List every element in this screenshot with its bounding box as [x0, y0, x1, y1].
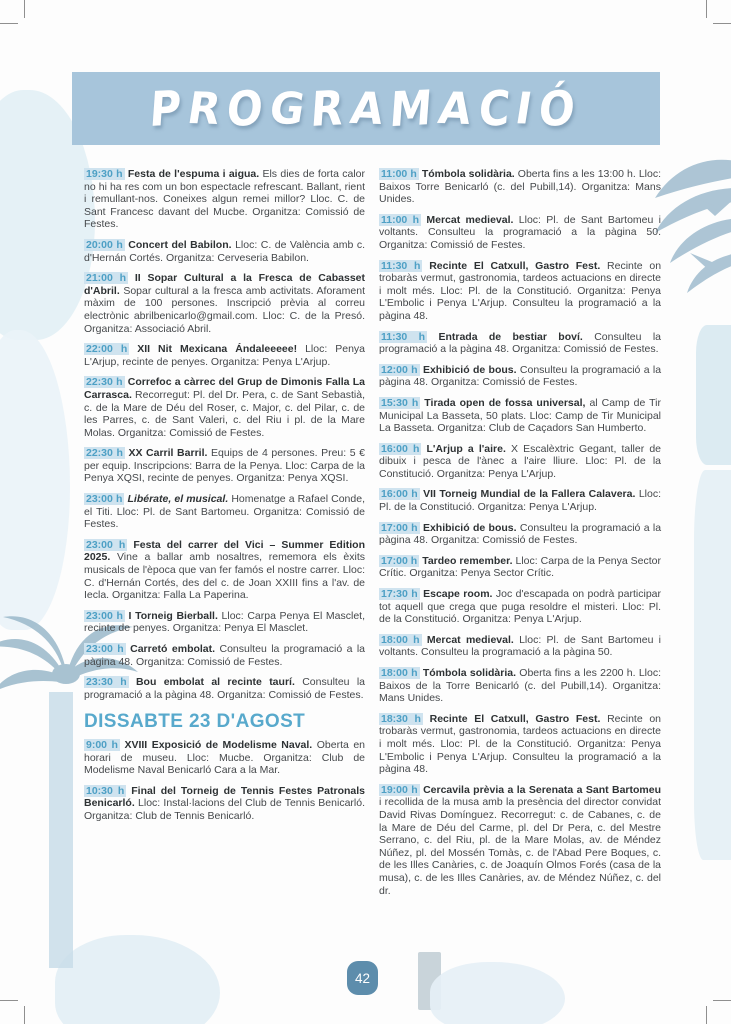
event-description: Consulteu la programació a la pàgina 48. Organitza: Comissió de Festes.	[379, 330, 662, 356]
event-description: Sopar cultural a la fresca amb activitats. Aforament màxim de 100 persones. Inscripció prèvia al correu electrònic abrilbenicarlo@gmail.com. Lloc: C. de la Presó. Organitza: Associació Abril.	[84, 284, 365, 335]
event-title: Cercavila prèvia a la Serenata a Sant Bartomeu	[423, 783, 662, 796]
page-number-badge: 42	[347, 961, 378, 995]
event-entry	[84, 376, 365, 439]
event-description: Consulteu la programació a la pàgina 48. Organitza: Comissió de Festes.	[379, 363, 662, 389]
event-entry	[379, 168, 661, 206]
event-time-badge: 23:00 h	[86, 538, 126, 551]
event-title: VII Torneig Mundial de la Fallera Calavera.	[423, 488, 636, 501]
event-entry	[84, 785, 365, 823]
event-time-badge: 11:30 h	[381, 259, 421, 272]
event-entry	[379, 588, 661, 626]
event-time-badge: 17:00 h	[381, 521, 418, 534]
watercolor-wash	[430, 962, 565, 1024]
event-title: Festa de l'espuma i aigua.	[127, 168, 260, 180]
event-entry	[84, 239, 365, 264]
event-title: Tómbola solidària.	[421, 168, 515, 180]
event-entry	[84, 643, 365, 668]
event-time-badge: 12:00 h	[381, 363, 418, 376]
event-entry	[84, 676, 365, 701]
event-entry	[84, 493, 365, 531]
crop-mark	[713, 23, 731, 24]
event-description: al Camp de Tir Municipal La Basseta, 50 plats. Lloc: Camp de Tir Municipal La Basseta. Organitza: Club de Caçadors San Humberto.	[379, 396, 662, 435]
event-title: Final del Torneig de Tennis Festes Patronals Benicarló.	[84, 784, 366, 810]
event-description: Joc d'escapada on podrà participar tot aquell que crega que puga resoldre el misteri. Lloc: Pl. de la Constitució. Organitza: Penya L'Arjup.	[379, 588, 661, 626]
event-description: Homenatge a Rafael Conde, el Titi. Lloc: Pl. de Sant Bartomeu. Organitza: Comissió de Festes.	[84, 493, 365, 531]
event-time-badge: 18:00 h	[381, 633, 420, 646]
event-entry	[84, 343, 365, 368]
watercolor-wash	[694, 470, 731, 860]
event-title: L'Arjup a l'aire.	[426, 442, 506, 455]
event-entry	[379, 260, 661, 323]
event-description: Recinte on trobaràs vermut, gastronomia, tardeos actuacions en directe i molt més. Lloc: Pl. de la Constitució. Organitza: Penya L'Embolic i Penya L'Arjup. Consulteu la programació a la pàgina 48.	[379, 712, 662, 776]
event-time-badge: 18:30 h	[381, 712, 421, 725]
event-title: Festa del carrer del Vici – Summer Edition 2025.	[84, 538, 366, 564]
event-title: Correfoc a càrrec del Grup de Dimonis Falla La Carrasca.	[84, 376, 366, 401]
event-description: Oberta en horari de museu. Lloc: Mucbe. Organitza: Club de Modelisme Naval Benicarló Cara a la Mar.	[84, 738, 366, 777]
watercolor-wash	[55, 935, 220, 1024]
event-description: Consulteu la programació a la pàgina 48. Organitza: Comissió de Festes.	[379, 521, 662, 547]
event-entry	[84, 539, 365, 602]
watercolor-wash	[696, 325, 731, 465]
event-description: Recorregut: Pl. del Dr. Pera, c. de Sant Sebastià, c. de la Mare de Déu del Roser, c. Major, c. del Pilar, c. de les Parres, c. de Sant Valeri, c. del Riu i pl. de la Mare Molas. Organitza: Comissió de Festes.	[84, 388, 365, 439]
event-time-badge: 23:00 h	[86, 493, 123, 506]
event-description: Oberta fins a les 2200 h. Lloc: Baixos de la Torre Benicarló (c. del Pubill,14). Organitza: Mans Unides.	[379, 667, 662, 705]
crop-mark	[24, 1006, 25, 1024]
crop-mark	[0, 1000, 18, 1001]
event-title: Concert del Babilon.	[128, 238, 232, 251]
event-time-badge: 22:30 h	[86, 447, 123, 460]
event-time-badge: 9:00 h	[86, 738, 118, 751]
event-title: Escape room.	[423, 588, 493, 601]
event-entry	[379, 667, 661, 705]
event-time-badge: 21:00 h	[86, 272, 127, 285]
event-time-badge: 19:00 h	[381, 783, 418, 796]
event-time-badge: 18:00 h	[381, 667, 418, 679]
crop-mark	[706, 0, 707, 18]
page-title: PROGRAMACIÓ	[148, 79, 584, 138]
event-time-badge: 19:30 h	[86, 168, 123, 180]
event-title: I Torneig Bierball.	[128, 609, 218, 622]
event-entry	[379, 214, 661, 252]
event-title: Tómbola solidària.	[422, 667, 516, 679]
event-description: i recollida de la musa amb la presència del director convidat David Rivas Domínguez. Recorregut: c. de Cabanes, c. de la Mare de Déu del Carme, pl. del Dr Pera, c. del Mestre Serrano, c. del Riu, pl. de la Mare Molas, av. de Méndez Núñez, pl. del Mossén Tomàs, c. de l'Abad Pere Boques, c. de les Illes Canàries, c. de Joaquín Olmos Forés (casa de la musa), c. de les Illes Canàries, av. de Méndez Núñez, c. del dr.	[379, 796, 661, 897]
crop-mark	[24, 0, 25, 18]
event-entry	[84, 447, 365, 485]
event-title: II Sopar Cultural a la Fresca de Cabasset d'Abril.	[84, 272, 366, 297]
event-time-badge: 17:00 h	[381, 554, 418, 567]
event-description: X Escalèxtric Gegant, taller de dibuix i pesca de l'ànec a l'aire lliure. Lloc: Pl. de la Constitució. Organitza: Penya L'Arjup.	[379, 442, 662, 480]
event-entry	[379, 555, 661, 580]
event-title: Carretó embolat.	[130, 643, 216, 655]
event-entry	[379, 443, 661, 481]
crop-mark	[706, 1006, 707, 1024]
event-description: Consulteu la programació a la pàgina 48. Organitza: Comissió de Festes.	[84, 643, 366, 668]
watercolor-wash	[0, 330, 70, 630]
event-entry	[379, 713, 661, 776]
event-title: Recinte El Catxull, Gastro Fest.	[429, 259, 601, 272]
column-right	[379, 168, 661, 905]
event-title: Recinte El Catxull, Gastro Fest.	[429, 712, 601, 725]
event-entry	[379, 488, 661, 513]
event-title: XX Carril Barril.	[128, 447, 208, 460]
event-description: Equips de 4 persones. Preu: 5 € per equip. Inscripcions: Barra de la Penya. Lloc: Carpa de la Penya XQSI, recinte de penyes. Organitza: Penya XQSI.	[84, 447, 366, 485]
event-title: Libérate, el musical.	[127, 493, 229, 506]
event-entry	[379, 364, 661, 389]
event-description: Lloc: Pl. de Sant Bartomeu i voltants. Consulteu la programació a la pàgina 50. Organitza: Comissió de Festes.	[379, 213, 662, 251]
page-banner	[72, 72, 660, 145]
event-entry	[84, 610, 365, 635]
event-description: Consulteu la programació a la pàgina 48. Organitza: Comissió de Festes.	[84, 676, 366, 701]
event-title: Tardeo remember.	[422, 554, 513, 567]
event-title: XVIII Exposició de Modelisme Naval.	[124, 738, 313, 751]
event-description: Lloc: Pl. de la Constitució. Organitza: Penya L'Arjup.	[379, 488, 661, 514]
event-time-badge: 15:30 h	[381, 396, 419, 409]
event-time-badge: 23:30 h	[86, 676, 127, 689]
event-title: Bou embolat al recinte taurí.	[135, 676, 295, 689]
event-description: Vine a ballar amb nosaltres, rememora els èxits musicals de l'època que van fer famós el nostre carrer. Lloc: C. d'Hernán Cortés, des del c. de Joan XXIII fins a l'av. de Iecla. Organitza: Falla La Paperina.	[84, 551, 365, 602]
event-description: Lloc: Instal·lacions del Club de Tennis Benicarló. Organitza: Club de Tennis Benicarló.	[84, 797, 365, 822]
event-entry	[84, 272, 365, 335]
event-time-badge: 23:00 h	[86, 643, 124, 655]
event-time-badge: 20:00 h	[86, 238, 123, 251]
event-description: Lloc: Carpa Penya El Masclet, recinte de penyes. Organitza: Penya El Masclet.	[84, 609, 366, 635]
event-entry	[84, 168, 365, 231]
event-time-badge: 22:30 h	[86, 376, 123, 389]
event-list	[379, 168, 661, 897]
event-description: Els dies de forta calor no hi ha res com un bon espectacle refrescant. Ballant, rient i remullant-nos. Coneixes algun remei millor? Lloc. C. de Sant Francesc davant del Mucbe. Organitza: Comissió de Festes.	[84, 168, 365, 231]
event-description: Recinte on trobaràs vermut, gastronomia, tardeos actuacions en directe i molt més. Lloc: Pl. de la Constitució. Organitza: Penya L'Embolic i Penya L'Arjup. Consulteu la programació a la pàgina 48.	[379, 259, 662, 322]
event-entry	[379, 784, 661, 897]
event-entry	[379, 522, 661, 547]
event-description: Lloc: Pl. de Sant Bartomeu i voltants. Consulteu la programació a la pàgina 50.	[379, 633, 662, 659]
event-time-badge: 23:00 h	[86, 609, 123, 622]
event-time-badge: 16:00 h	[381, 488, 418, 501]
event-time-badge: 11:30 h	[381, 330, 426, 343]
column-left	[84, 168, 365, 831]
event-time-badge: 11:00 h	[381, 168, 417, 180]
palm-trunk	[49, 692, 73, 968]
event-entry	[379, 397, 661, 435]
event-title: Tirada open de fossa universal,	[424, 396, 586, 409]
event-entry	[379, 331, 661, 356]
event-list	[84, 739, 365, 823]
event-description: Lloc: Carpa de la Penya Sector Crític. Organitza: Penya Sector Crític.	[379, 554, 662, 580]
crop-mark	[713, 1000, 731, 1001]
event-title: Mercat medieval.	[426, 633, 514, 646]
crop-mark	[0, 23, 18, 24]
event-entry	[379, 634, 661, 659]
event-time-badge: 10:30 h	[86, 784, 125, 797]
event-description: Oberta fins a les 13:00 h. Lloc: Baixos Torre Benicarló (c. del Pubill,14). Organitza: Mans Unides.	[379, 168, 662, 206]
event-title: Entrada de bestiar boví.	[438, 330, 583, 343]
event-time-badge: 11:00 h	[381, 213, 420, 226]
event-list	[84, 168, 365, 701]
event-title: Exhibició de bous.	[422, 363, 517, 376]
section-heading: DISSABTE 23 D'AGOST	[84, 711, 306, 733]
event-entry	[84, 739, 365, 777]
event-time-badge: 22:00 h	[86, 343, 128, 356]
event-description: Lloc: C. de València amb c. d'Hernán Cortés. Organitza: Cerveseria Babilon.	[84, 238, 366, 264]
event-title: XII Nit Mexicana Ándaleeeee!	[137, 343, 298, 356]
event-description: Lloc: Penya L'Arjup, recinte de penyes. Organitza: Penya L'Arjup.	[84, 343, 365, 368]
event-time-badge: 17:30 h	[381, 588, 418, 601]
event-title: Mercat medieval.	[426, 213, 514, 226]
event-title: Exhibició de bous.	[422, 521, 517, 534]
event-time-badge: 16:00 h	[381, 442, 420, 455]
